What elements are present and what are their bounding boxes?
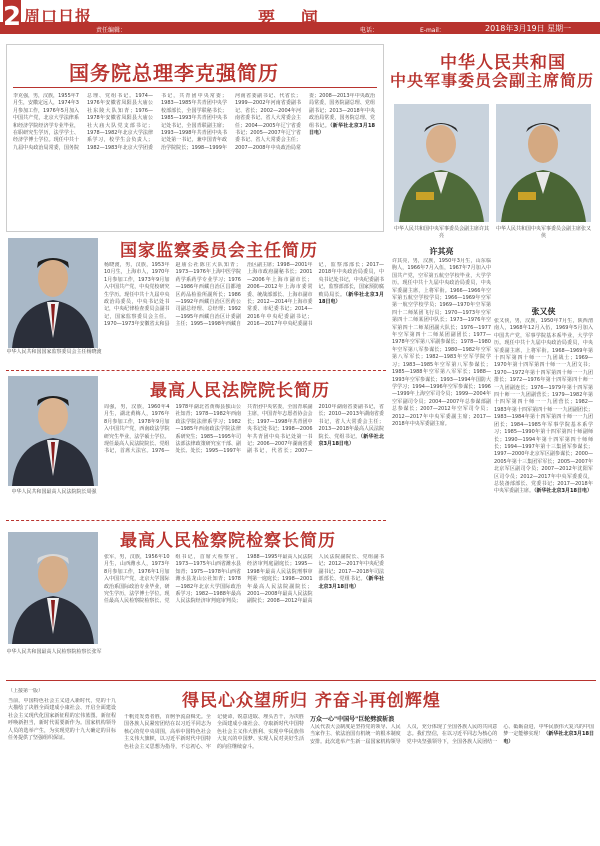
yang-xiaodu-caption: 中华人民共和国国家监察委员会主任杨晓渡 bbox=[6, 349, 102, 355]
zhou-qiang-caption: 中华人民共和国最高人民法院院长周强 bbox=[11, 489, 97, 495]
military-article bbox=[390, 44, 596, 734]
military-title-line2: 中央军事委员会副主席简历 bbox=[390, 71, 595, 90]
newspaper-brand: 周口日报 bbox=[24, 7, 93, 26]
portrait-zhou-qiang bbox=[8, 376, 98, 486]
supervision-title: 国家监察委员会主任简历 bbox=[120, 241, 318, 261]
court-body: 周强，男，汉族，1960年4月生，湖北黄梅人，1976年8月参加工作，1978年9月加入中国共产党，西南政法学院研究生毕业，法学硕士学位。现任最高人民法院院长、党组书记，首席大法官。1976—1978年湖北省黄梅县独山公社知青；1978—1982年西南政法学院法律系学习；1982—1985年西南政法学院法律系研究生；1985—1995年司法部法律政策研究室干部、副处长、处长；1995—1997年共青团中央常委，全国青联副主席，中国青年志愿者协会会长；1997—1998年共青团中央书记处书记；1998—2006年共青团中央书记处第一书记；2006—2007年湖南省委副书记，代省长；2007—2010年湖南省委副书记，省长；2010—2013年湖南省委书记，省人大常委会主任；2013—2018年最高人民法院院长、党组书记。（新华社北京3月18日电） bbox=[104, 404, 384, 455]
editorial-top-rule bbox=[6, 680, 596, 681]
portrait-zhang-youxia bbox=[496, 104, 591, 222]
premier-body: 李克强，男，汉族，1955年7月生，安徽定远人，1974年3月参加工作，1976年5月加入中国共产党，北京大学法律系和经济学院经济学专业毕业，在职研究生学历，法学学士、经济学博士学位。现任中共十九届中央政治局常委，国务院总理、党组书记。1974—1976年安徽省凤阳县大庙公社东陵大队知青；1976—1978年安徽省凤阳县大庙公社大庙大队党支部书记；1978—1982年北京大学法律系学习，校学生会负责人；1982—1983年北京大学团委书记，共青团中央常委；1983—1985年共青团中央学校部部长，全国学联秘书长；1985—1993年共青团中央书记处书记，全国青联副主席；1993—1998年共青团中央书记处第一书记，兼中国青年政治学院院长；1998—1999年河南省委副书记、代省长；1999—2002年河南省委副书记、省长；2002—2004年河南省委书记、省人大常委会主任；2004—2005年辽宁省委书记；2005—2007年辽宁省委书记、省人大常委会主任；2007—2008年中央政治局常委；2008—2013年中央政治局常委，国务院副总理、党组副书记；2013—2018年中央政治局常委，国务院总理、党组书记。（新华社北京3月18日电） bbox=[13, 93, 375, 151]
procuratorate-body: 张军，男，汉族，1956年10月生，山西潍水人，1973年8月参加工作，1976年1月加入中国共产党，北京大学国际政治系国际政治专业毕业，研究生学历，法学博士学位。现任最高人民检察院检察长、党组书记，首席大检察官。1973—1975年山西省潍水县知青；1975—1978年山西省潍水县龙山公社知青；1978—1982年北京大学国际政治系学习；1982—1988年最高人民法院经济审判庭审判员；1988—1995年最高人民法院经济审判庭副庭长；1995—1998年最高人民法院刑事审判第一庭庭长；1998—2001年最高人民法院副院长；2001—2008年最高人民法院副院长；2008—2012年最高人民法院副院长、党组副书记；2012—2017年中央纪委副书记；2017—2018年司法部部长、党组书记。（新华社北京3月18日电） bbox=[104, 554, 384, 605]
divider bbox=[6, 520, 386, 521]
email-line: E-mail： bbox=[420, 27, 445, 34]
military-title-line1: 中华人民共和国 bbox=[440, 53, 566, 73]
procuratorate-article bbox=[6, 524, 386, 672]
tel-line: 电话： bbox=[360, 27, 379, 34]
zhang-youxia-caption: 中华人民共和国中央军事委员会副主席张又侠 bbox=[495, 226, 591, 239]
xu-qiliang-name: 许其亮 bbox=[429, 247, 454, 256]
portrait-zhang-jun bbox=[8, 532, 98, 644]
zhang-youxia-intro bbox=[494, 258, 593, 302]
editorial-body-mid: 千帆竞发勇者胜，百舸争流奋楫先。全国各族人民紧密团结在以习近平同志为核心的党中央周围，高举中国特色社会主义伟大旗帜，以习近平新时代中国特色社会主义思想为指导，不忘初心、牢记使命，锐意进取、埋头苦干，为决胜全面建成小康社会、夺取新时代中国特色社会主义伟大胜利、实现中华民族伟大复兴的中国梦、实现人民对美好生活的向往继续奋斗。 bbox=[124, 714, 304, 750]
editor-line: 责任编辑： bbox=[96, 27, 127, 34]
premier-title-rule bbox=[13, 87, 377, 88]
supervision-body: 杨晓渡，男，汉族，1953年10月生，上海市人，1970年1月参加工作，1973年9月加入中国共产党，中央党校研究生学历。现任中共十九届中央政治局委员，中央书记处书记，中央纪律检查委员会副书记，国家监察委员会主任。1970—1973年安徽省太和县赵庙公社陈庄大队知青；1973—1976年上海中医学院药学系药学专业学习；1976—1986年西藏自治区昌都地区药品检验所副所长；1986—1992年西藏自治区医药公司副总经理、总经理；1992—1995年西藏自治区计委副主任；1995—1998年西藏自治区副主席；1998—2001年上海市政府副秘书长；2001—2006年上海市副市长；2006—2012年上海市委常委、统战部部长、上海市副市长；2012—2014年上海市委常委、市纪委书记；2014—2016年中央纪委副书记；2016—2017年中央纪委副书记，监察部部长；2017—2018年中央政治局委员，中央书记处书记，中央纪委副书记，监察部部长，国家预防腐败局局长。（新华社北京3月18日电） bbox=[104, 262, 384, 328]
court-title: 最高人民法院院长简历 bbox=[150, 381, 330, 401]
premier-title: 国务院总理李克强简历 bbox=[69, 61, 279, 85]
procuratorate-title: 最高人民检察院检察长简历 bbox=[120, 531, 336, 551]
zhang-youxia-name: 张又侠 bbox=[531, 307, 556, 316]
editorial-box-title: 万众一心"中国号"巨轮劈波斩浪 bbox=[310, 716, 395, 723]
editorial-title: 得民心众望所归 齐奋斗再创辉煌 bbox=[182, 691, 441, 711]
portrait-yang-xiaodu bbox=[8, 238, 98, 348]
section-title: 要 闻 bbox=[258, 9, 328, 29]
xu-qiliang-caption: 中华人民共和国中央军事委员会副主席许其亮 bbox=[393, 226, 489, 239]
editorial-article bbox=[6, 684, 596, 844]
issue-date: 2018年3月19日 星期一 bbox=[485, 24, 572, 33]
xu-qiliang-body: 许其亮，男，汉族，1950年3月生，山东临朐人，1966年7月入伍，1967年7月加入中国共产党，空军第五航空学校毕业，大学学历。现任中共十九届中央政治局委员，中央军委副主席，上将军衔。1966—1966年空军第五航空学校学员；1966—1969年空军第一航空学校学员；1969—1970年空军第四十二师某团飞行员；1970—1973年空军第四十二师某团中队长；1973—1976年空军第四十二师某团副大队长；1976—1977年空军第四十二师某团副团长；1977—1978年空军第八军副参谋长；1978—1980年空军第八军参谋长；1980—1982年空军第八军军长；1982—1983年空军学院学习；1983—1985年空军第八军参谋长；1985—1988年空军第八军军长；1988—1993年空军参谋长；1993—1994年国防大学学习；1994—1996年空军参谋长；1996—1999年上海空军司令员；1999—2004年空军副司令员；2004—2007年总参谋部副总参谋长；2007—2012年空军司令员；2012—2017年中央军委副主席；2017—2018年中央军委副主席。 bbox=[392, 258, 491, 427]
zhang-jun-caption: 中华人民共和国最高人民检察院检察长张军 bbox=[6, 649, 102, 655]
supervision-article bbox=[6, 236, 386, 356]
continued-label: （上接第一版） bbox=[8, 688, 44, 694]
premier-article bbox=[6, 44, 384, 232]
divider bbox=[6, 370, 386, 371]
portrait-xu-qiliang bbox=[394, 104, 489, 222]
page-header bbox=[0, 0, 600, 40]
page-number: 2 bbox=[2, 2, 22, 32]
editorial-body-left: 当前，中国特色社会主义进入新时代，党的十九大描绘了决胜全面建成小康社会、开启全面建设社会主义现代化国家新征程的宏伟蓝图。新征程呼唤新担当，新时代需要新作为。国家机构领导人员的选举产生，为实现党的十九大确定的目标任务提供了坚强组织保证。 bbox=[8, 698, 116, 742]
court-article bbox=[6, 374, 386, 512]
editorial-body-right: 人民代表大会制度是坚持党的领导、人民当家作主、依法治国有机统一的根本制度安排。此次选举产生新一届国家机构领导人员，充分体现了全国各族人民的共同意志。我们坚信，在以习近平同志为核心的党中央坚强领导下，全国各族人民团结一心、砥砺奋进，中华民族伟大复兴的中国梦一定能够实现！（新华社北京3月18日电） bbox=[310, 724, 594, 745]
zhang-youxia-body: 张又侠，男，汉族，1950年7月生，陕西渭南人，1968年12月入伍，1969年5月加入中国共产党，军事学院基本系毕业，大学学历。现任中共十九届中央政治局委员，中央军委副主席，上将军衔。1968—1969年第十四军第四十师一一九团战士；1969—1970年第十四军第四十师一一九团文书；1970—1972年第十四军第四十师一一九团排长；1972—1976年第十四军第四十师一一九团副连长；1976—1979年第十四军第四十师一一九团副营长；1979—1982年第十四军第四十师一一九团营长；1982—1983年第十四军第四十师一一九团副团长；1983—1984年第十四军第四十师一一九团团长；1984—1985年军事学院基本系学习；1985—1990年第十四军第四十师副师长；1990—1994年第十四军第四十师师长；1994—1997年第十三集团军参谋长；1997—2000年北京军区副参谋长；2000—2005年第十三集团军军长；2005—2007年北京军区副司令员；2007—2012年沈阳军区司令员；2012—2017年中央军委委员，总装备部部长、党委书记；2017—2018年中央军委副主席。（新华社北京3月18日电） bbox=[494, 318, 593, 495]
